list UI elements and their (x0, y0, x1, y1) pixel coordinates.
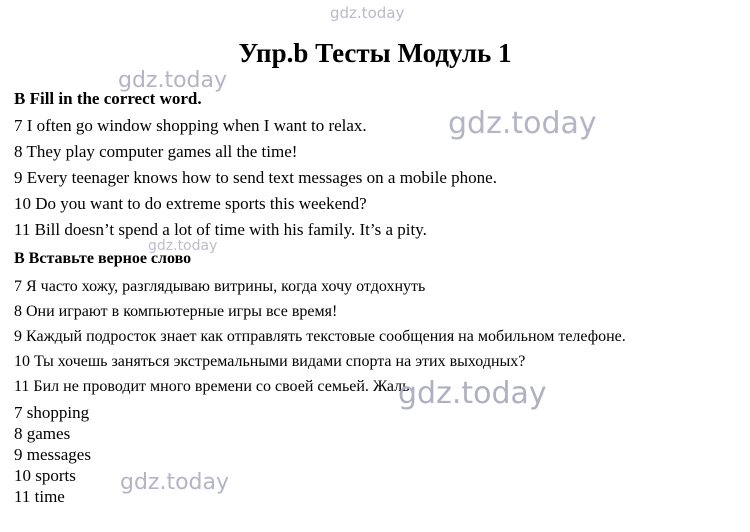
answer-line-ru-8: 8 Они играют в компьютерные игры все время! (14, 303, 338, 320)
answer-line-en-8: 8 They play computer games all the time! (14, 142, 298, 161)
watermark-2: gdz.today (448, 106, 597, 141)
answer-line-ru-7: 7 Я часто хожу, разглядываю витрины, когда хочу отдохнуть (14, 278, 426, 295)
answer-line-ru-10: 10 Ты хочешь заняться экстремальными видами спорта на этих выходных? (14, 353, 526, 370)
answer-key-11: 11 time (14, 487, 65, 506)
watermark-top: gdz.today (330, 4, 405, 22)
answer-key-9: 9 messages (14, 445, 91, 464)
answer-line-ru-9: 9 Каждый подросток знает как отправлять текстовые сообщения на мобильном телефоне. (14, 328, 626, 345)
watermark-1: gdz.today (118, 68, 228, 93)
section-heading-russian: B Вставьте верное слово (14, 250, 192, 267)
answer-key-10: 10 sports (14, 466, 76, 485)
answer-key-7: 7 shopping (14, 403, 90, 422)
answer-line-en-9: 9 Every teenager knows how to send text messages on a mobile phone. (14, 168, 497, 187)
answer-key-8: 8 games (14, 424, 71, 443)
watermark-5: gdz.today (120, 470, 230, 495)
watermark-4: gdz.today (398, 376, 547, 411)
document-body (14, 88, 740, 399)
page-title: Упр.b Тесты Модуль 1 (238, 38, 512, 68)
answer-line-en-7: 7 I often go window shopping when I want to relax. (14, 116, 367, 135)
answer-line-en-10: 10 Do you want to do extreme sports this weekend? (14, 194, 367, 213)
section-heading-english: B Fill in the correct word. (14, 89, 202, 108)
answer-line-ru-11: 11 Бил не проводит много времени со своей семьей. Жаль. (14, 378, 414, 395)
watermark-3: gdz.today (148, 238, 218, 254)
answer-line-en-11: 11 Bill doesn’t spend a lot of time with his family. It’s a pity. (14, 220, 427, 239)
answer-key-list (14, 402, 91, 507)
